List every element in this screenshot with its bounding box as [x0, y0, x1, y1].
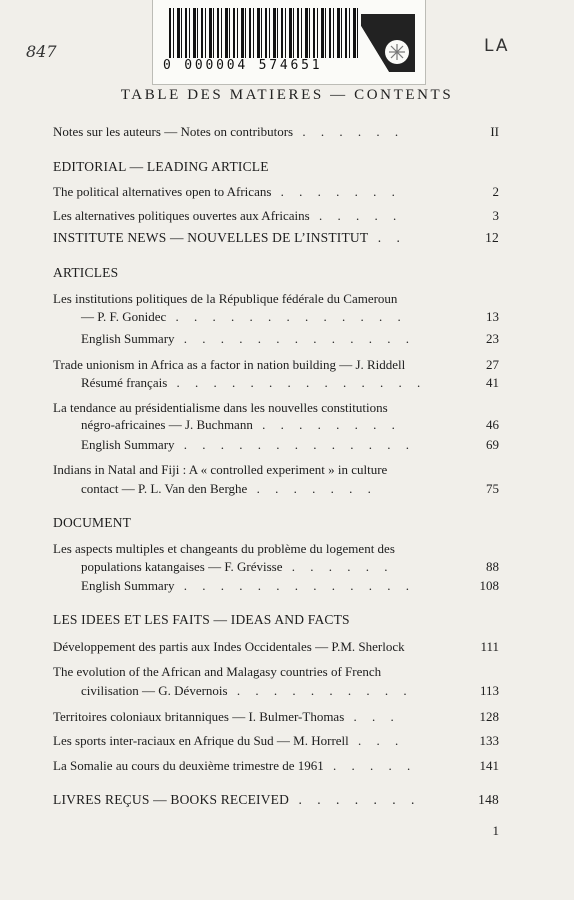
- toc-entry: Les aspects multiples et changeants du problème du logement des: [53, 541, 395, 556]
- barcode-label: [152, 0, 426, 85]
- toc-entry: Territoires coloniaux britanniques — I. Bulmer-Thomas . . . 128: [53, 709, 499, 724]
- toc-entry: civilisation — G. Dévernois . . . . . . . . . . 113: [81, 683, 499, 698]
- handwritten-note-right: LA: [484, 36, 510, 56]
- toc-entry: La Somalie au cours du deuxième trimestre de 1961 . . . . . 141: [53, 758, 499, 773]
- toc-entry: The political alternatives open to Africans . . . . . . . 2: [53, 184, 499, 199]
- toc-entry: La tendance au présidentialisme dans les nouvelles constitutions: [53, 400, 388, 415]
- toc-entry: — P. F. Gonidec . . . . . . . . . . . . . 13: [81, 309, 499, 324]
- barcode-number: 0 000004 574651: [163, 58, 323, 73]
- section-heading-editorial: EDITORIAL — LEADING ARTICLE: [53, 159, 269, 174]
- toc-entry: Trade unionism in Africa as a factor in nation building — J. Riddell 27: [53, 357, 499, 372]
- toc-entry: Notes sur les auteurs — Notes on contributors . . . . . . II: [53, 124, 499, 139]
- toc-entry: Les alternatives politiques ouvertes aux Africains . . . . . 3: [53, 208, 499, 223]
- toc-entry: Résumé français . . . . . . . . . . . . . . 41: [81, 375, 499, 390]
- toc-entry: Les institutions politiques de la République fédérale du Cameroun: [53, 291, 398, 306]
- toc-entry: English Summary . . . . . . . . . . . . . 69: [81, 437, 499, 452]
- section-heading-ideas: LES IDEES ET LES FAITS — IDEAS AND FACTS: [53, 612, 350, 627]
- toc-entry: English Summary . . . . . . . . . . . . . 23: [81, 331, 499, 346]
- toc-entry: Indians in Natal and Fiji : A « controlled experiment » in culture: [53, 462, 388, 477]
- handwritten-note-left: 847: [26, 42, 57, 61]
- barcode-bars: [169, 8, 359, 58]
- toc-entry: contact — P. L. Van den Berghe . . . . . . . 75: [81, 481, 499, 496]
- section-heading-books: LIVRES REÇUS — BOOKS RECEIVED . . . . . . . 148: [53, 792, 499, 807]
- toc-entry: English Summary . . . . . . . . . . . . . 108: [81, 578, 499, 593]
- toc-entry: populations katangaises — F. Grévisse . . . . . . 88: [81, 559, 499, 574]
- library-logo-icon: [359, 12, 417, 74]
- toc-page: II: [490, 124, 499, 139]
- toc-entry: Les sports inter-raciaux en Afrique du Sud — M. Horrell . . . 133: [53, 733, 499, 748]
- toc-entry: négro-africaines — J. Buchmann . . . . . . . . 46: [81, 417, 499, 432]
- toc-entry: Développement des partis aux Indes Occidentales — P.M. Sherlock 111: [53, 639, 499, 654]
- toc-entry: The evolution of the African and Malagasy countries of French: [53, 664, 382, 679]
- section-heading-document: DOCUMENT: [53, 515, 132, 530]
- page-number: 1: [492, 823, 499, 838]
- page-title: TABLE DES MATIERES — CONTENTS: [120, 87, 454, 103]
- section-heading-institute: INSTITUTE NEWS — NOUVELLES DE L’INSTITUT . . 12: [53, 230, 499, 245]
- section-heading-articles: ARTICLES: [53, 265, 119, 280]
